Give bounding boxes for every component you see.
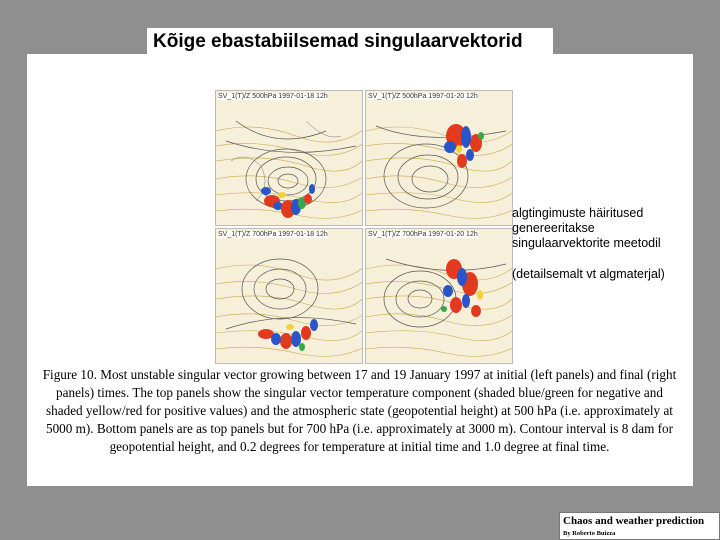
panel-label: SV_1(T)/Z 700hPa 1997-01-20 12h <box>368 231 478 238</box>
panel-label: SV_1(T)/Z 500hPa 1997-01-20 12h <box>368 93 478 100</box>
credit-title: Chaos and weather prediction <box>563 515 705 527</box>
map-panel-700hpa-final <box>365 228 513 364</box>
map-panel-500hpa-initial <box>215 90 363 226</box>
map-panel-500hpa-final <box>365 90 513 226</box>
map-figure <box>366 91 513 226</box>
panel-label: SV_1(T)/Z 500hPa 1997-01-18 12h <box>218 93 328 100</box>
map-figure <box>366 229 513 364</box>
credit-box <box>559 512 720 540</box>
panel-label: SV_1(T)/Z 700hPa 1997-01-18 12h <box>218 231 328 238</box>
figure-caption: Figure 10. Most unstable singular vector growing between 17 and 19 January 1997 at initial (left panels) and final (right panels) times. The top panels show the singular vector temperature component (shaded blue/green for negative and shaded yellow/red for positive values) and the atmospheric state (geopotential height) at 500 hPa (i.e. approximately at 5000 m). Bottom panels are as top panels but for 700 hPa (i.e. approximately at 3000 m). Contour interval is 8 dam for geopotential height, and 0.2 degrees for temperature at initial time and 1.0 degree at final time. <box>42 367 677 454</box>
side-note <box>512 206 677 298</box>
slide-content <box>27 54 693 486</box>
side-note-paragraph: algtingimuste häiritused genereeritakse singulaarvektorite meetodil <box>512 206 661 250</box>
credit-author: By Roberto Buizza <box>563 530 616 537</box>
map-panel-700hpa-initial <box>215 228 363 364</box>
side-note-reference: (detailsemalt vt algmaterjal) <box>512 267 665 281</box>
slide-title: Kõige ebastabiilsemad singulaarvektorid <box>147 28 553 56</box>
map-figure <box>216 229 363 364</box>
map-figure <box>216 91 363 226</box>
